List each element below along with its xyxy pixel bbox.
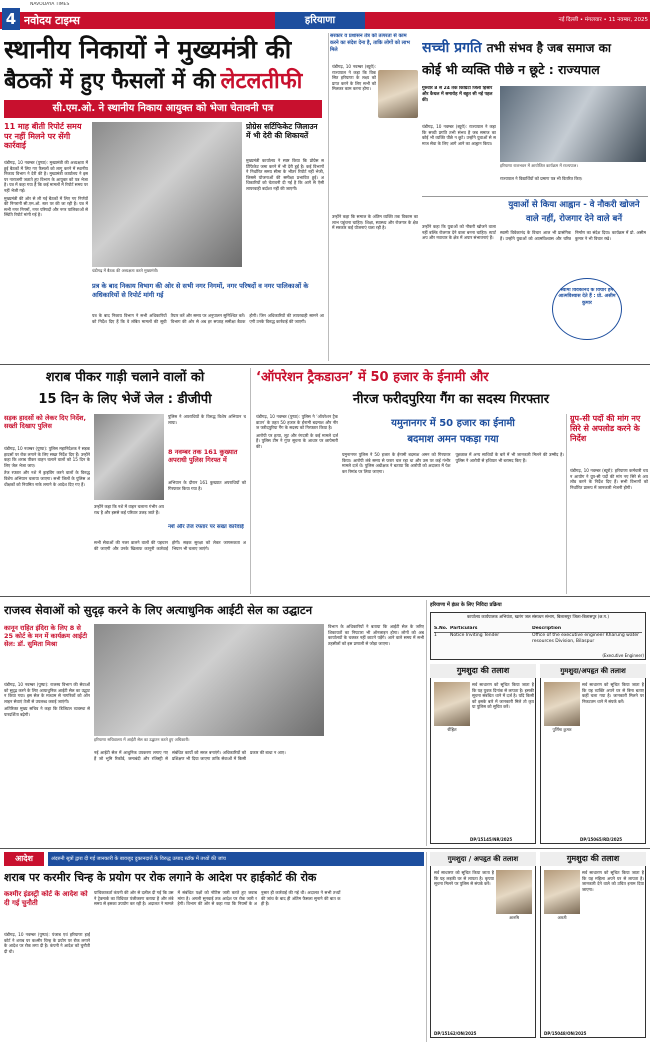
it-headline: राजस्व सेवाओं को सुदृढ़ करने के लिए अत्याधुनिक आईटी सेल का उद्घाटन: [4, 603, 313, 617]
missing-ad-1-photo: [434, 682, 470, 726]
lead-bottom-text: पत्र के बाद निकाय विभाग ने सभी अधिकारियों को निर्देश दिए हैं कि वे लंबित मामलों की सूची तैयार करें और समय पर अनुपालन सुनिश्चित करें। विभाग की ओर से अब हर सप्ताह समीक्षा बैठक होगी। जिन अधिकारियों की लापरवाही सामने आएगी उनके विरुद्ध कार्रवाई की जाएगी।: [92, 313, 324, 324]
missing-ad-2-name: पुर्णिमा कुमार: [552, 727, 572, 732]
top-box: सरकार व प्रशासन तंत्र को तत्परता से काम करने का संदेश देना है, ताकि लोगों को लाभ मिले: [330, 33, 410, 53]
dgp-col3-b: सभी सेवाओं की नजर डालने वालों की पहचान की जाएगी और उनके खिलाफ कानूनी कार्रवाई होगी। सड़क सुरक्षा को लेकर जागरूकता अभियान भी चलाए जाएंगे।: [94, 540, 246, 551]
tender-col-particulars: Particulars: [450, 626, 478, 631]
right-headline-1b: तभी संभव है जब समाज का: [486, 41, 611, 55]
centre-col-text-1: चंडीगढ़, 10 नवम्बर (ब्यूरो): राज्यपाल ने कहा कि विकसित हरियाणा के लक्ष्य को प्राप्त करने के लिए सभी को मिलकर काम करना होगा।: [332, 64, 376, 92]
missing-ad-4-title: गुमशुदा की तलाश: [540, 852, 646, 866]
missing-ad-3-name: आरुषि: [509, 915, 519, 920]
right-headline-2: कोई भी व्यक्ति पीछे न छूटे : राज्यपाल: [422, 62, 600, 77]
right-headline-1: [422, 37, 648, 59]
tender-table: [434, 626, 642, 652]
operation-headline-2: नीरज फरीदपुरिया गैंग का सदस्य गिरफ्तार: [352, 392, 550, 407]
lead-headline-line2: [4, 66, 324, 98]
missing-ad-2-text: सर्व साधारण को सूचित किया जाता है कि यह व्यक्ति अपने घर से बिना बताए कहीं चला गया है। जानकारी मिलने पर निकटतम थाने में संपर्क करें।: [582, 682, 644, 704]
right-headline-1a: सच्ची प्रगति: [422, 40, 482, 56]
operation-subhead-2: बदमाश अमन पकड़ा गया: [407, 434, 499, 445]
tender-office: कार्यालय कार्यपालक अभियंता, खारंग जल संसाधन संभाग, बिलासपुर जिला-बिलासपुर (छ.ग.): [467, 614, 609, 619]
lead-photo-caption: चंडीगढ़ में बैठक की अध्यक्षता करते मुख्यमंत्री।: [92, 268, 159, 273]
court-col1: चंडीगढ़, 10 नवम्बर (पुष्पा): पंजाब एवं हरियाणा हाईकोर्ट ने शराब पर कश्मीर चिन्ह के प्रयोग पर रोक लगाने के आदेश पर रोक लगा दी है। कंपनी ने आदेश को चुनौती दी थी।: [4, 932, 90, 954]
lead-headline-line2-a: बैठकों में हुए फैसलों में की: [4, 69, 216, 94]
court-headline: शराब पर करमीर चिन्ह के प्रयोग पर रोक लगाने के आदेश पर हाईकोर्ट की रोक: [4, 871, 317, 884]
right-brief-headline: ग्रुप-सी पदों की मांग नए सिरे से अपलोड करने के निर्देश: [570, 414, 641, 443]
right-bullet: गुरुवार 8 से 24 तक किंग्रिटा जिला हिसार और कैथल में समारोह में बहुत सी नई पहल की।: [422, 86, 493, 103]
tender-cell: 1: [434, 633, 437, 638]
centre-col-text-2: उन्होंने कहा कि समाज के अंतिम व्यक्ति तक विकास का लाभ पहुंचना चाहिए। शिक्षा, स्वास्थ्य और रोजगार के क्षेत्र में सरकार कई योजनाएं चला रही है।: [332, 214, 418, 231]
tender-footer: (Executive Engineer): [602, 653, 644, 658]
tender-row: [434, 633, 642, 645]
lead-side-bullet: 11 माह बीती रिपोर्ट समय पर नहीं मिलने पर सेंगी कार्रवाई: [4, 122, 82, 150]
tender-col-description: Description: [532, 626, 562, 631]
operation-col2: यमुनानगर पुलिस ने 50 हजार के ईनामी बदमाश अमन को गिरफ्तार किया। आरोपी लंबे समय से फरार चल रहा था और उस पर कई गंभीर मामले दर्ज थे। पुलिस अधीक्षक ने बताया कि आरोपी को अदालत में पेश कर रिमांड पर लिया जाएगा। पूछताछ में अन्य साथियों के बारे में भी जानकारी मिलने की उम्मीद है। पुलिस ने आरोपी से हथियार भी बरामद किए हैं।: [342, 452, 564, 474]
governor-portrait: [378, 70, 418, 118]
right-col-d: स्वामी विवेकानंद के विचार आज भी प्रासंगिक हैं। उन्होंने युवाओं को आत्मविश्वास और चरित्र निर्माण का संदेश दिया। कार्यक्रम में प्रो. असीम कुमार ने भी विचार रखे।: [500, 230, 646, 241]
operation-col1: चंडीगढ़, 10 नवम्बर (पुष्पा): पुलिस ने ‘ऑपरेशन ट्रैकडाउन’ के तहत 50 हजार के ईनामी बदमाश और नीरज फरीदपुरिया गैंग के सदस्य को गिरफ्तार किया है। आरोपी पर हत्या, लूट और रंगदारी के कई मामले दर्ज हैं। पुलिस टीम ने गुप्त सूचना के आधार पर छापेमारी की।: [256, 414, 338, 449]
lead-box-head: प्रोग्रेस सर्टिफिकेट जिलाउन में भी देरी की शिकायतें: [246, 122, 318, 140]
lead-mid-head: प्रत्र के बाद निकाय विभाग की ओर से सभी नगर निगमों, नगर परिषदों व नगर पालिकाओं के अधिकारियों से रिपोर्ट मांगी गई: [92, 282, 309, 299]
it-photo-caption: हरियाणा सचिवालय में आईटी सेल का उद्घाटन करते हुए अधिकारी।: [94, 737, 190, 742]
right-sub-head-2: वाले नहीं, रोजगार देने वाले बनें: [525, 214, 623, 224]
right-sub-head-1: युवाओं से किया आह्वान - वे नौकरी खोजने: [508, 200, 640, 210]
lead-box-text: मुख्यमंत्री कार्यालय ने स्पष्ट किया कि प्रोग्रेस सर्टिफिकेट जमा करने में भी देरी हुई है। कई विभागों ने निर्धारित समय सीमा के भीतर रिपोर्ट नहीं भेजी, जिससे योजनाओं की समीक्षा प्रभावित हुई। अधिकारियों को चेतावनी दी गई है कि आगे से ऐसी लापरवाही बर्दाश्त नहीं की जाएगी।: [246, 158, 324, 191]
dgp-bullet-2: 8 नवम्बर तक 161 कुख्यात अपराधी पुलिस गिरफ्त में: [168, 448, 238, 464]
lead-headline-line2-b: लेटलतीफी: [220, 69, 303, 94]
missing-ad-1-name: रोहित: [447, 728, 457, 733]
paper-name-small: NAVODAYA TIMES: [30, 2, 70, 7]
dgp-photo: [94, 414, 164, 500]
right-brief-text: चंडीगढ़, 10 नवम्बर (ब्यूरो): हरियाणा कर्मचारी चयन आयोग ने ग्रुप-सी पदों की मांग नए सिरे से अपलोड करने के निर्देश दिए हैं। सभी विभागों को निर्धारित प्रारूप में जानकारी भेजनी होगी।: [570, 468, 648, 490]
tender-cell: Notice Inviting Tender: [450, 633, 500, 638]
missing-ad-1-text: सर्व साधारण को सूचित किया जाता है कि यह युवक दिनांक से लापता है। इसकी सूचना संबंधित थाने में दर्ज है। यदि किसी को इसके बारे में जानकारी मिले तो कृपया पुलिस को सूचित करें।: [472, 682, 534, 710]
paper-name: नवोदय टाइम्स: [24, 14, 80, 27]
missing-ad-3-text: सर्व साधारण को सूचित किया जाता है कि यह लड़की घर से लापता है। कृपया सूचना मिलने पर पुलिस से संपर्क करें।: [434, 870, 494, 887]
right-photo: [500, 86, 646, 162]
section-label: हरियाणा: [275, 12, 365, 29]
page-number: 4: [2, 8, 20, 30]
it-col2: नई आईटी सेल में आधुनिक उपकरण लगाए गए हैं जो भूमि रिकॉर्ड, जमाबंदी और रजिस्ट्री से संबंधित कार्यों को सरल बनाएंगे। अधिकारियों को प्रशिक्षण भी दिया जाएगा ताकि सेवाओं में किसी प्रकार की बाधा न आए।: [94, 750, 286, 761]
missing-ad-4-text: सर्व साधारण को सूचित किया जाता है कि यह महिला अपने घर से लापता है। जानकारी देने वाले को उचित इनाम दिया जाएगा।: [582, 870, 644, 892]
it-col3: विभाग के अधिकारियों ने बताया कि आईटी सेल के जरिए शिकायतों का निपटारा भी ऑनलाइन होगा। लोगों को अब कार्यालयों के चक्कर नहीं काटने पड़ेंगे। आने वाले समय में सभी तहसीलों को इस प्रणाली से जोड़ा जाएगा।: [328, 624, 424, 646]
dgp-col3-top: पुलिस ने अपराधियों के विरुद्ध विशेष अभियान चलाया।: [168, 414, 246, 425]
missing-ad-4-photo: [544, 870, 580, 914]
lead-photo: [92, 122, 242, 267]
tender-heading: हरियाणा में इंफ्रा के लिए निविदा प्रक्रिया: [430, 602, 502, 608]
court-tag: आदेश: [4, 852, 44, 866]
tender-cell: Office of the executive engineer Kharung water resources Division, Bilaspur: [532, 633, 639, 644]
court-bullet: कश्मीर इंडस्ट्री कोर्ट के आदेश को दी गई चुनौती: [4, 890, 88, 907]
dgp-col3: अभियान के दौरान 161 कुख्यात अपराधियों को गिरफ्तार किया गया है।: [168, 480, 246, 491]
footer-code-3: DP/15162/ON/2025: [434, 1031, 477, 1036]
it-bullet: कानून राहित इंदिरा के लिए 8 से 25 कोर्ट के मन में कार्यक्रम आईटी सेल: डॉ. सुमिता मिश्रा: [4, 624, 88, 648]
dgp-bullet-1: सड़क हादसों को लेकर दिए निर्देश, सख्ती दिखाए पुलिस: [4, 414, 86, 430]
it-col1: चंडीगढ़, 10 नवम्बर (पुष्पा): राजस्व विभाग की सेवाओं को सुदृढ़ करने के लिए अत्याधुनिक आईटी सेल का उद्घाटन किया गया। इस सेल के माध्यम से नागरिकों को ऑनलाइन सेवाएं तेजी से उपलब्ध कराई जाएंगी। अतिरिक्त मुख्य सचिव ने कहा कि डिजिटल व्यवस्था से पारदर्शिता बढ़ेगी।: [4, 682, 90, 717]
dgp-mid-head: नशे और तेज रफ्तार पर सख्त कार्रवाई: [168, 524, 244, 530]
right-col-b: राज्यपाल ने विद्यार्थियों को प्रमाण पत्र भी वितरित किए।: [500, 176, 583, 181]
missing-ad-3-photo: [496, 870, 532, 914]
missing-ad-4-name: आरती: [557, 915, 567, 920]
operation-headline-1: ‘ऑपरेशन ट्रैकडाउन’ में 50 हजार के ईनामी और: [256, 370, 489, 385]
it-photo: [94, 624, 324, 736]
dgp-col1: चंडीगढ़, 10 नवम्बर (पुष्पा): पुलिस महानिदेशक ने सड़क हादसों पर रोक लगाने के लिए सख्त निर्देश दिए हैं। उन्होंने कहा कि शराब पीकर वाहन चलाने वालों को 15 दिन के लिए जेल भेजा जाए। तेज रफ्तार और नशे में ड्राइविंग करने वालों के विरुद्ध विशेष अभियान चलाया जाएगा। सभी जिलों के पुलिस अधीक्षकों को नियमित नाके लगाने के आदेश दिए गए हैं।: [4, 446, 90, 487]
right-col-a: चंडीगढ़, 10 नवम्बर (ब्यूरो): राज्यपाल ने कहा कि सच्ची प्रगति तभी संभव है जब समाज का कोई भी व्यक्ति पीछे न छूटे। उन्होंने युवाओं से समाज सेवा के लिए आगे आने का आह्वान किया।: [422, 124, 496, 146]
lead-subbar: सी.एम.ओ. ने स्थानीय निकाय आयुक्त को भेजा चेतावनी पत्र: [4, 100, 322, 118]
dgp-col2: उन्होंने कहा कि नशे में वाहन चलाना गंभीर अपराध है और इससे कई परिवार उजड़ जाते हैं।: [94, 504, 164, 515]
right-col-c: उन्होंने कहा कि युवाओं को नौकरी खोजने वाला नहीं बल्कि रोजगार देने वाला बनना चाहिए। स्टार्टअप और नवाचार के क्षेत्र में अपार संभावनाएं हैं।: [422, 224, 496, 241]
dgp-headline-1: शराब पीकर गाड़ी चलाने वालों को: [45, 370, 205, 385]
dgp-headline-2: 15 दिन के लिए भेजें जेल : डीजीपी: [38, 392, 212, 407]
dateline: नई दिल्ली • मंगलवार • 11 नवम्बर, 2025: [558, 17, 648, 23]
quote-text: स्वामी विवेकानंद के विचार हमें आत्मविश्वास देते हैं : प्रो. असीम कुमार: [558, 288, 616, 306]
lead-headline-line1: स्थानीय निकायों ने मुख्यमंत्री की: [4, 35, 292, 64]
tender-col-sno: S.No.: [434, 626, 448, 631]
missing-ad-2-photo: [544, 682, 580, 726]
court-tag-text: अंदरुनी सूत्रों द्वारा दी गई जानकारी के बावजूद दुकानदारों के विरुद्ध उत्पाद स्टॉक में तथ्यों की जांच: [48, 852, 424, 866]
footer-code-2: DP/15065/RD/2025: [580, 837, 623, 842]
footer-code-4: DP/15048/ON/2025: [544, 1031, 587, 1036]
operation-subhead-1: यमुनानगर में 50 हजार का ईनामी: [391, 418, 515, 429]
court-subhead: गुमशुदा / अपहृत की तलाश: [430, 852, 536, 866]
missing-ad-1-title: गुमशुदा की तलाश: [430, 664, 536, 678]
missing-ad-2-title: गुमशुदा/अपहृत की तलाश: [540, 664, 646, 678]
lead-col1-text: चंडीगढ़, 10 नवम्बर (पुष्पा): मुख्यमंत्री की अध्यक्षता में हुई बैठकों में लिए गए फैसलों को लागू करने में स्थानीय निकाय विभाग ने देरी की है। मुख्यमंत्री कार्यालय ने इस पर नाराजगी जताते हुए विभाग के आयुक्त को पत्र भेजा है। पत्र में कहा गया है कि कई मामलों में रिपोर्ट समय पर नहीं भेजी गई। मुख्यमंत्री की ओर से ली गई बैठकों में लिए गए निर्णयों की निगरानी सी.एम.ओ. स्तर पर की जा रही है। पत्र में सभी नगर निगमों, नगर परिषदों और नगर पालिकाओं से स्थिति रिपोर्ट मांगी गई है।: [4, 160, 88, 218]
footer-code-1: DP/15145/NR/2025: [470, 837, 513, 842]
court-col2: याचिकाकर्ता कंपनी की ओर से दलील दी गई कि उसने ट्रेडमार्क का विधिवत पंजीकरण कराया है और लंबे समय से इसका उपयोग कर रही है। अदालत ने मामले में संबंधित पक्षों को नोटिस जारी करते हुए जवाब मांगा है। अगली सुनवाई तक आदेश पर रोक जारी रहेगी। विभाग की ओर से कहा गया कि नियमों के अनुसार ही कार्रवाई की गई थी। अदालत ने सभी तथ्यों की जांच के बाद ही अंतिम फैसला सुनाने की बात कही है।: [94, 890, 341, 907]
right-photo-caption: हरियाणा राजभवन में आयोजित कार्यक्रम में राज्यपाल।: [500, 163, 578, 168]
